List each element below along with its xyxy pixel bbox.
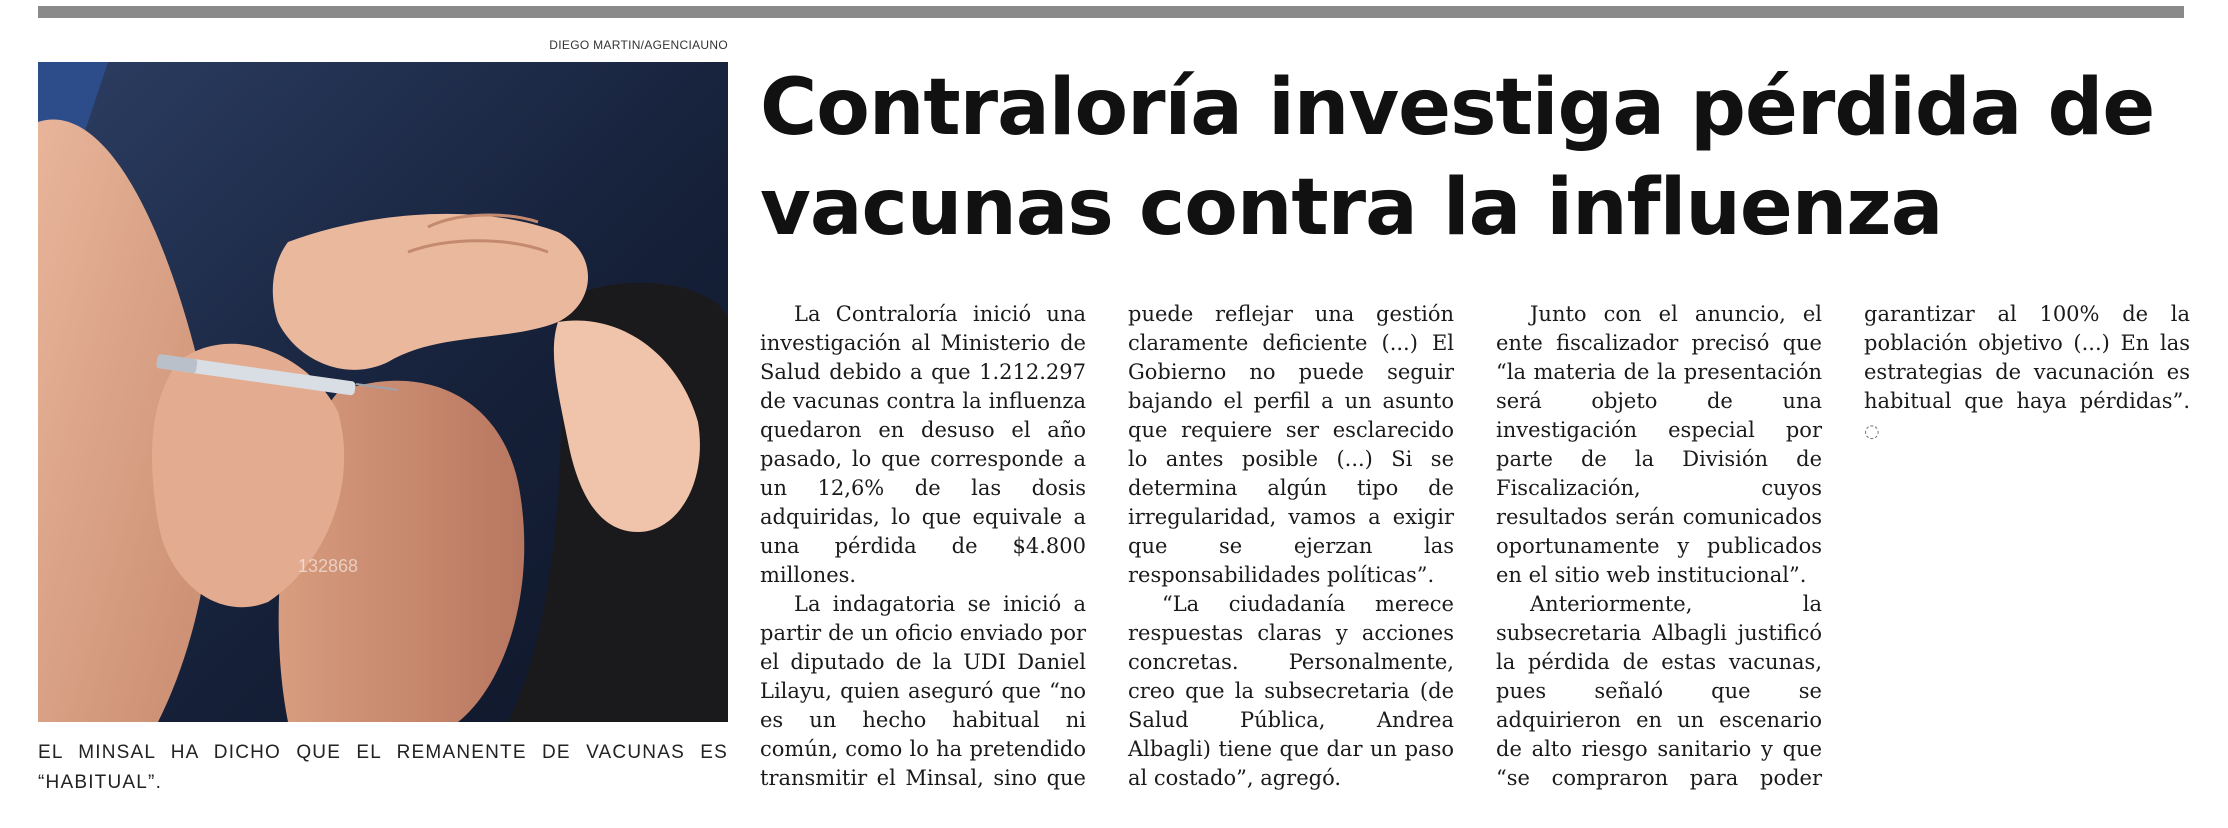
paragraph-text: Anteriormente, la subsecretaria Albagli justificó la pérdida de estas vacunas, pues señaló que se adquirieron en un escenario de alto riesgo sanitario y que “se compraron para poder garantizar al 100% de la población objetivo (...) En las estrategias de vacunación es habitual que haya pérdidas”. bbox=[1496, 302, 2190, 790]
article-photo bbox=[38, 62, 728, 722]
headline: Contraloría investiga pérdida de vacunas contra la influenza bbox=[760, 63, 2155, 253]
photo-credit: DIEGO MARTIN/AGENCIAUNO bbox=[549, 38, 728, 52]
article-body bbox=[760, 300, 2190, 820]
paragraph: Junto con el anuncio, el ente fiscalizador precisó que “la materia de la presentación será objeto de una investigación especial por parte de la División de Fiscalización, cuyos resultados serán comunicados oportunamente y publicados en el sitio web institucional”. bbox=[1496, 302, 1822, 587]
photo-caption: EL MINSAL HA DICHO QUE EL REMANENTE DE VACUNAS ES “HABITUAL”. bbox=[38, 742, 728, 793]
paragraph: La Contraloría inició una investigación al Ministerio de Salud debido a que 1.212.297 de vacunas contra la influenza quedaron en desuso el año pasado, lo que corresponde a un 12,6% de las dosis adquiridas, lo que equivale a una pérdida de $4.800 millones. bbox=[760, 302, 1086, 587]
photo-watermark: 132868 bbox=[298, 556, 359, 576]
paragraph: La indagatoria se inició a partir de un oficio enviado por el diputado de la UDI Daniel Lilayu, quien aseguró que “no es un hecho habitual ni común, como lo ha pretendido transmitir el Minsal, sino que puede reflejar una gestión claramente deficiente (...) El Gobierno no puede seguir bajando el perfil a un asunto que requiere ser esclarecido lo antes posible (...) Si se determina algún tipo de irregularidad, vamos a exigir que se ejerzan las responsabilidades políticas”. bbox=[760, 302, 1454, 790]
end-mark-icon: ◌ bbox=[1864, 421, 1880, 442]
top-rule bbox=[38, 6, 2184, 18]
paragraph: “La ciudadanía merece respuestas claras y acciones concretas. Personalmente, creo que la subsecretaria (de Salud Pública, Andrea Albagli) tiene que dar un paso al costado”, agregó. bbox=[1128, 592, 1454, 790]
